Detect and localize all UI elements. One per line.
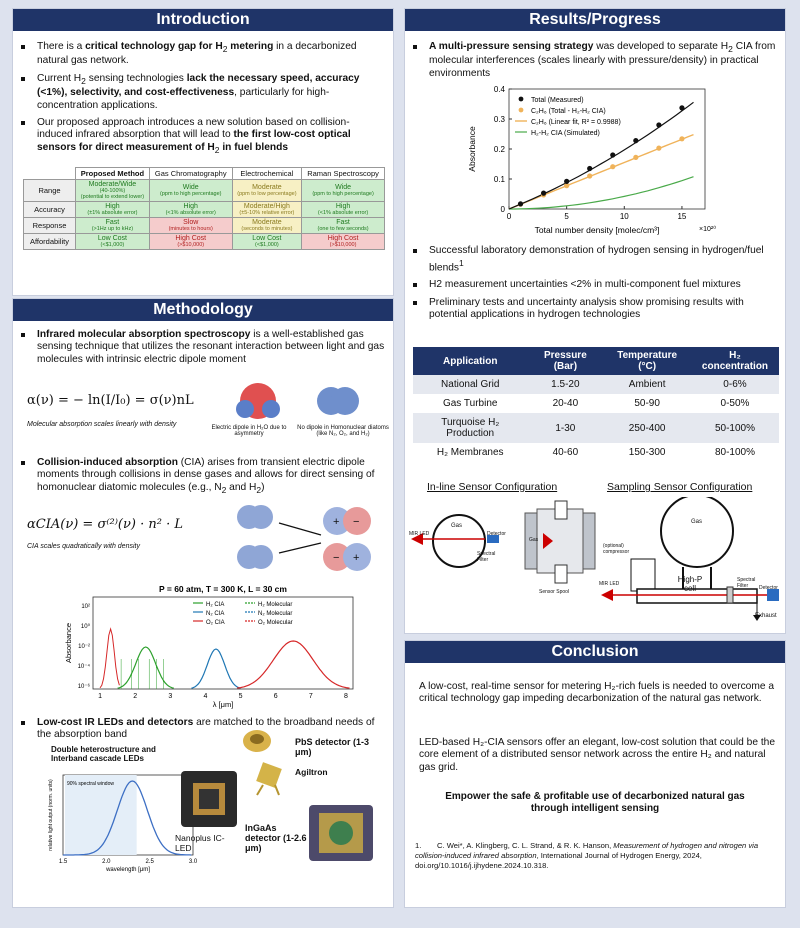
results-panel (404, 8, 786, 634)
spectrum-legend-label: N₂ CIA (206, 611, 225, 617)
linear-scaling-caption: Molecular absorption scales linearly with density (27, 421, 177, 428)
comparison-row-label: Affordability (24, 234, 76, 250)
x-tick-label: 5 (564, 212, 569, 221)
spectrum-legend-label: N₂ Molecular (258, 611, 293, 617)
led-x-tick: 3.0 (188, 859, 198, 865)
svg-text:+: + (353, 552, 360, 564)
intro-bullet-2: Current $H_2$ sensing technologies lack the necessary speed, accuracy (<1%), selectivity, and cost-effectiveness, particularly for high-concentration applications. (37, 73, 385, 112)
comparison-cell: Moderate/Wide (40-100%) (potential to extend lower) (76, 180, 150, 202)
plot-frame (509, 89, 705, 209)
ingaas-detector-icon (307, 803, 375, 863)
o2-cia-curve (237, 641, 349, 688)
application-table (413, 347, 779, 462)
application-row (413, 413, 779, 443)
o2-molecular-curve (100, 629, 119, 688)
comparison-row (24, 218, 385, 234)
method-bullet-1: Infrared molecular absorption spectroscopy is a well-established gas sensing technique that utilizes the resonant interaction between light and gas molecules with intrinsic electric dipole moment (37, 329, 385, 366)
sampling-compressor-label: (optional) compressor (603, 543, 630, 555)
inline-detector-label: Detector (487, 531, 506, 537)
method-bullet-3: Low-cost IR LEDs and detectors are matched to the broadband needs of the absorption band (37, 717, 385, 742)
comparison-row (24, 234, 385, 250)
conclusion-tagline: Empower the safe & profitable use of decarbonized natural gas through intelligent sensing (445, 791, 745, 815)
y-tick-label: 0.2 (493, 145, 505, 154)
total-point (656, 122, 661, 127)
comparison-cell: High (<1% absolute error) (302, 202, 385, 218)
pbs-detector-icon (239, 727, 275, 755)
spectrum-y-label: Absorbance (64, 622, 73, 664)
led-x-tick: 2.0 (102, 859, 111, 865)
col-raman: Raman Spectroscopy (302, 168, 385, 180)
total-point (679, 105, 684, 110)
comparison-cell: Moderate (ppm to low percentage) (232, 180, 301, 202)
application-cell: Turquoise H₂ Production (413, 413, 527, 443)
comparison-cell: High Cost (>$10,000) (149, 234, 232, 250)
spectrum-y-tick: 10⁻⁶ (77, 684, 90, 690)
application-cell: National Grid (413, 375, 527, 394)
comparison-cell: Low Cost (<$1,000) (232, 234, 301, 250)
introduction-header: Introduction (13, 9, 393, 31)
n2-cia-curve (191, 649, 240, 688)
svg-text:−: − (333, 552, 340, 564)
comparison-cell: Slow (minutes to hours) (149, 218, 232, 234)
intro-bullet-1: There is a critical technology gap for $H_2$ metering in a decarbonized natural gas network. (37, 41, 385, 68)
conclusion-panel (404, 640, 786, 908)
inline-gas2-label: Gas (529, 537, 539, 543)
comparison-row-label: Range (24, 180, 76, 202)
legend-total: Total (Measured) (531, 97, 584, 104)
spectrum-legend-label: O₂ Molecular (258, 620, 293, 626)
x-axis-label: Total number density [molec/cm³] (534, 225, 660, 235)
comparison-row-label: Accuracy (24, 202, 76, 218)
results-bullet-4: Preliminary tests and uncertainty analysis show promising results with potential applications in hydrogen technologies (429, 297, 777, 322)
h2o-molecule-icon (233, 379, 283, 423)
total-point (518, 201, 523, 206)
application-cell: 50-100% (691, 413, 779, 443)
spectrum-x-tick: 7 (308, 693, 313, 700)
spectrum-y-tick: 10² (81, 604, 90, 610)
c2h6-point (610, 164, 615, 169)
comparison-cell: Moderate/High (±5-10% relative error) (232, 202, 301, 218)
x-axis-exponent: ×10²⁰ (699, 226, 717, 233)
comparison-row (24, 180, 385, 202)
comparison-cell: High (<1% absolute error) (149, 202, 232, 218)
total-point (541, 191, 546, 196)
application-cell: 20-40 (552, 398, 579, 409)
inline-filter-label: Spectral Filter (477, 551, 496, 563)
methodology-panel (12, 298, 394, 908)
dipole-caption-2: No dipole in Homonuclear diatoms (like N₂, O₂, and H₂) (297, 425, 389, 437)
application-cell: 1.5-20 (527, 375, 603, 394)
inline-spool-label: Sensor Spool (539, 589, 570, 595)
spectrum-title: P = 60 atm, T = 300 K, L = 30 cm (159, 584, 287, 594)
application-row (413, 443, 779, 462)
legend-marker (519, 108, 524, 113)
application-cell: 250-400 (603, 413, 691, 443)
application-cell: 40-60 (552, 447, 579, 458)
results-bullet-1: A multi-pressure sensing strategy was developed to separate $H_2$ CIA from molecular interferences (scales linearly with pressure/density) in practical environments (429, 41, 777, 80)
spectrum-x-label: λ [μm] (212, 700, 234, 709)
inline-led-label: MIR LED (409, 531, 430, 537)
spectrum-y-tick: 10⁻² (78, 644, 90, 650)
c2h6-point (656, 146, 661, 151)
app-col-temperature: Temperature (°C) (603, 347, 691, 375)
application-cell: Gas Turbine (442, 398, 498, 409)
reference: 1. C. Wei*, A. Klingberg, C. L. Strand, & R. K. Hanson, Measurement of hydrogen and nitrogen via collision-induced infrared absorption, International Journal of Hydrogen Energy, 2024, doi.org/10.1016/j.ijhydene.2024.10.318. (415, 841, 759, 870)
sampling-exhaust-label: Exhaust (755, 613, 777, 619)
dipole-caption-1: Electric dipole in H₂O due to asymmetry (211, 425, 287, 437)
application-cell: H₂ Membranes (436, 447, 504, 458)
intro-bullet-3: Our proposed approach introduces a new solution based on collision-induced infrared absorption that will lead to the first low-cost optical sensors for direct measurement of $H_2$ in fuel blends (37, 117, 385, 156)
comparison-table (23, 167, 385, 250)
led-x-label: wavelength [μm] (106, 867, 150, 873)
svg-text:+: + (333, 516, 340, 528)
cia-equation: αCIA(ν) = σ⁽²⁾(ν) · n² · L (27, 517, 183, 532)
sampling-filter-label: Spectral Filter (737, 577, 756, 589)
spectrum-legend-label: H₂ CIA (206, 602, 225, 608)
col-electrochem: Electrochemical (232, 168, 301, 180)
spectrum-legend-label: H₂ Molecular (258, 602, 293, 608)
spectrum-chart (63, 583, 363, 713)
spectrum-x-tick: 6 (273, 693, 278, 700)
comparison-cell: Fast (one to few seconds) (302, 218, 385, 234)
absorbance-chart (465, 83, 725, 247)
introduction-panel (12, 8, 394, 296)
comparison-cell: Low Cost (<$1,000) (76, 234, 150, 250)
application-cell: 150-300 (628, 447, 666, 458)
app-col-application: Application (413, 347, 527, 375)
y-tick-label: 0 (500, 205, 505, 214)
spectrum-x-tick: 3 (168, 693, 173, 700)
application-cell: 0-50% (720, 398, 750, 409)
sampling-gas-label: Gas (691, 519, 703, 525)
legend-c2h6: C₂H₆ (Total - H₂-H₂ CIA) (531, 108, 606, 115)
y-tick-label: 0.3 (493, 115, 505, 124)
homonuclear-molecule-icon (313, 379, 363, 423)
comparison-row-label: Response (24, 218, 76, 234)
app-col-pressure: Pressure (Bar) (527, 347, 603, 375)
spectrum-y-tick: 10⁻⁴ (77, 664, 90, 670)
cia-simulated-line (509, 177, 694, 209)
sampling-sensor-diagram (597, 497, 783, 627)
c2h6-point (679, 136, 684, 141)
conclusion-header: Conclusion (405, 641, 785, 663)
method-bullet-2: Collision-induced absorption (CIA) arises from transient electric dipole moments through collisions in dense gases and allows for direct sensing of homonuclear diatomic molecules (e.g., $N_2$ and $H_2$) (37, 457, 385, 496)
led-x-tick: 1.5 (58, 859, 68, 865)
total-point (587, 166, 592, 171)
x-tick-label: 10 (619, 212, 629, 221)
inline-config-title: In-line Sensor Configuration (427, 481, 558, 493)
led-x-tick: 2.5 (145, 859, 154, 865)
legend-marker (519, 97, 524, 102)
total-point (610, 152, 615, 157)
beer-lambert-equation: α(ν) = − ln(I/I₀) = σ(ν)nL (27, 393, 194, 408)
total-point (633, 138, 638, 143)
results-header: Results/Progress (405, 9, 785, 31)
spectrum-x-tick: 8 (344, 693, 348, 700)
sampling-detector-label: Detector (759, 585, 778, 591)
methodology-header: Methodology (13, 299, 393, 321)
application-cell: 50-90 (634, 398, 660, 409)
y-tick-label: 0.4 (493, 85, 505, 94)
linear-fit-line (509, 135, 694, 209)
y-axis-label: Absorbance (467, 126, 477, 172)
x-tick-label: 15 (677, 212, 687, 221)
legend-cia: H₂-H₂ CIA (Simulated) (531, 130, 600, 137)
comparison-cell: High (±1% absolute error) (76, 202, 150, 218)
comparison-cell: Wide (ppm to high percentage) (302, 180, 385, 202)
spectrum-y-tick: 10⁰ (80, 624, 90, 630)
comparison-cell: Moderate (seconds to minutes) (232, 218, 301, 234)
c2h6-point (587, 173, 592, 178)
spectrum-x-tick: 1 (98, 693, 102, 700)
led-window-label: 90% spectral window (67, 781, 114, 787)
results-bullet-2: Successful laboratory demonstration of hydrogen sensing in hydrogen/fuel blends$^1$ (429, 245, 777, 275)
collision-diagram (231, 495, 391, 583)
application-cell: 80-100% (714, 447, 755, 458)
spectrum-x-tick: 4 (203, 693, 208, 700)
legend-fit: C₂H₆ (Linear fit, R² = 0.9988) (531, 119, 621, 126)
application-cell: Ambient (603, 375, 691, 394)
spectrum-x-tick: 5 (238, 693, 243, 700)
comparison-cell: Fast (>1Hz up to kHz) (76, 218, 150, 234)
nanoplus-label: Nanoplus IC-LED (175, 833, 225, 853)
application-row (413, 394, 779, 413)
agiltron-detector-icon (249, 757, 289, 797)
led-title: Double heterostructure and Interband cascade LEDs (51, 745, 156, 763)
agiltron-label: Agiltron (295, 767, 328, 777)
inline-gas-label: Gas (451, 523, 463, 529)
spectrum-legend-label: O₂ CIA (206, 620, 225, 626)
x-tick-label: 0 (506, 212, 512, 221)
app-col-concentration: H₂ concentration (691, 347, 779, 375)
pbs-label: PbS detector (1-3 μm) (295, 737, 370, 757)
conclusion-paragraph-2: LED-based H₂-CIA sensors offer an elegant, low-cost solution that could be the core element of a distributed sensor network across the entire H₂ and natural gas grid. (419, 737, 775, 773)
col-proposed: Proposed Method (76, 168, 150, 180)
col-gc: Gas Chromatography (149, 168, 232, 180)
svg-text:−: − (353, 516, 360, 528)
conclusion-paragraph-1: A low-cost, real-time sensor for metering H₂-rich fuels is needed to overcome a critical technology gap impeding decarbonization of the natural gas network. (419, 681, 774, 705)
sampling-cell-label: High-P cell (677, 575, 703, 593)
ingaas-label: InGaAs detector (1-2.6 μm) (245, 823, 307, 853)
sampling-led-label: MIR LED (599, 581, 620, 587)
comparison-row (24, 202, 385, 218)
led-y-label: relative light output (norm. units) (48, 779, 54, 851)
results-bullet-3: H2 measurement uncertainties <2% in multi-component fuel mixtures (429, 279, 777, 291)
total-point (564, 179, 569, 184)
ic-led-chip-icon (179, 769, 239, 829)
quadratic-scaling-caption: CIA scales quadratically with density (27, 543, 140, 550)
c2h6-point (633, 155, 638, 160)
sampling-config-title: Sampling Sensor Configuration (607, 481, 753, 493)
comparison-cell: Wide (ppm to high percentage) (149, 180, 232, 202)
h2-cia-curve (118, 647, 174, 688)
application-cell: 1-30 (527, 413, 603, 443)
y-tick-label: 0.1 (493, 175, 505, 184)
application-row (413, 375, 779, 394)
application-cell: 0-6% (691, 375, 779, 394)
comparison-cell: High Cost (>$10,000) (302, 234, 385, 250)
spectrum-x-tick: 2 (133, 693, 138, 700)
